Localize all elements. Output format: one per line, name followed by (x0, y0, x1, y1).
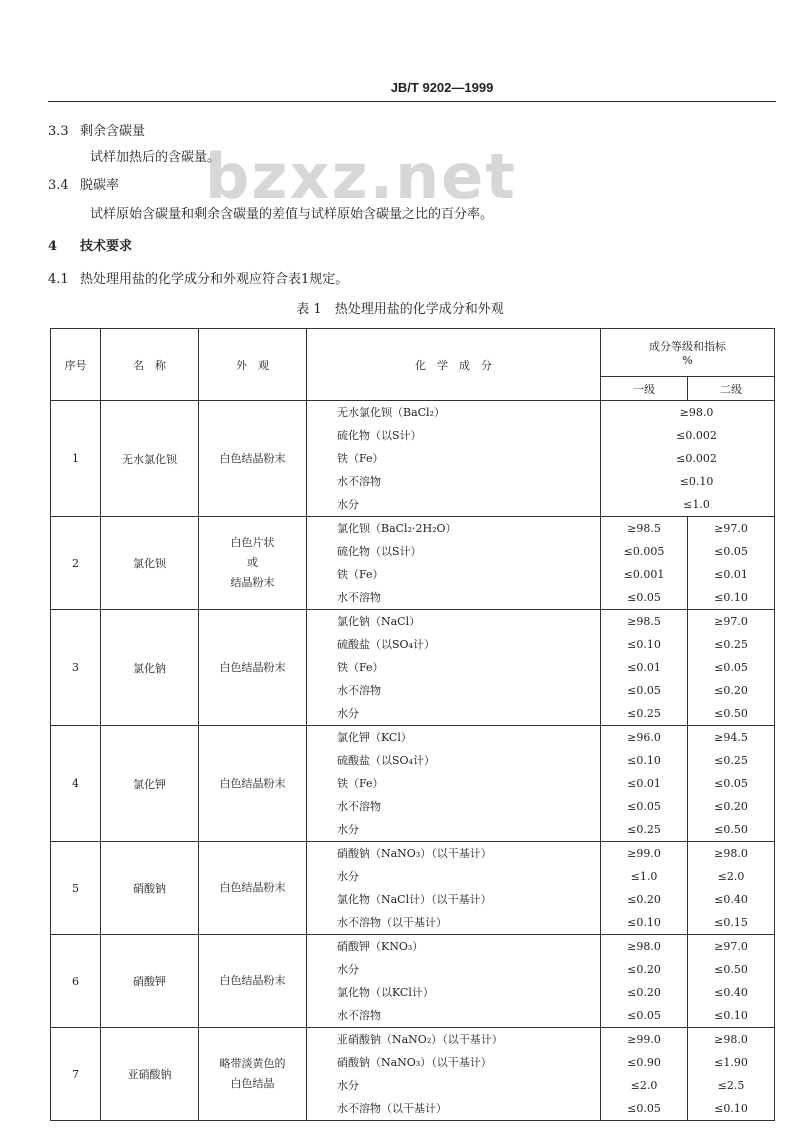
composition-item: 水不溶物 (337, 800, 381, 813)
grade2-value: ≤0.05 (714, 661, 748, 674)
grade2-value: ≤0.10 (714, 1009, 748, 1022)
header-seq: 序号 (51, 329, 101, 401)
row-seq: 6 (51, 935, 101, 1028)
grade2-value: ≤0.20 (714, 684, 748, 697)
standard-code: JB/T 9202—1999 (390, 80, 494, 95)
composition-item: 无水氯化钡（BaCl₂） (337, 406, 445, 419)
composition-item: 水分 (337, 870, 359, 883)
grade1-value: ≥96.0 (627, 731, 661, 744)
composition-item: 水不溶物（以干基计） (337, 1102, 447, 1115)
grade1-value: ≤0.002 (676, 429, 717, 442)
row-grade1-values (601, 726, 688, 842)
grade1-value: ≤0.20 (627, 986, 661, 999)
grade2-value: ≤0.15 (714, 916, 748, 929)
table-row (51, 401, 775, 517)
appearance-line: 白色结晶粉末 (219, 776, 286, 790)
watermark: bzxz.net (205, 140, 517, 213)
row-grade1-values (601, 610, 688, 726)
row-grade2-values (688, 610, 775, 726)
header-grade-2: 二级 (688, 377, 775, 401)
grade2-value: ≥97.0 (714, 522, 748, 535)
row-grade1-values (601, 1028, 688, 1121)
grade1-value: ≤0.002 (676, 452, 717, 465)
row-appearance (199, 517, 307, 610)
composition-item: 铁（Fe） (337, 661, 384, 674)
composition-item: 氯化钾（KCl） (337, 731, 412, 744)
row-name: 氯化钡 (101, 517, 199, 610)
composition-item: 铁（Fe） (337, 452, 384, 465)
grade2-value: ≤2.5 (717, 1079, 745, 1092)
grade2-value: ≤0.40 (714, 986, 748, 999)
grade2-value: ≤0.10 (714, 1102, 748, 1115)
section-4-1: 4.1 热处理用盐的化学成分和外观应符合表1规定。 (48, 272, 349, 287)
row-appearance (199, 610, 307, 726)
composition-item: 硫化物（以S计） (337, 545, 422, 558)
composition-item: 水不溶物 (337, 475, 381, 488)
composition-item: 水分 (337, 707, 359, 720)
grade1-value: ≥99.0 (627, 1033, 661, 1046)
row-composition (307, 935, 601, 1028)
grade1-value: ≥98.5 (627, 615, 661, 628)
row-composition (307, 610, 601, 726)
table-row (51, 610, 775, 726)
composition-item: 亚硝酸钠（NaNO₂）（以干基计） (337, 1033, 503, 1046)
appearance-line: 白色片状 (230, 536, 275, 549)
header-appearance: 外 观 (199, 329, 307, 401)
row-appearance (199, 1028, 307, 1121)
grade1-value: ≥99.0 (627, 847, 661, 860)
grade2-value: ≤0.05 (714, 777, 748, 790)
row-composition (307, 517, 601, 610)
grade1-value: ≤0.25 (627, 707, 661, 720)
section-4: 4 技术要求 (48, 239, 133, 254)
grade2-value: ≤0.50 (714, 963, 748, 976)
grade1-value: ≤0.90 (627, 1056, 661, 1069)
row-grade1-values (601, 935, 688, 1028)
grade1-value: ≤0.005 (623, 545, 665, 558)
composition-item: 硝酸钾（KNO₃） (337, 940, 424, 953)
row-grade1-values (601, 401, 775, 517)
grade1-value: ≤0.05 (627, 1102, 661, 1115)
grade2-value: ≤1.90 (714, 1056, 748, 1069)
row-seq: 4 (51, 726, 101, 842)
grade2-value: ≥98.0 (714, 847, 748, 860)
section-3-4-text: 试样原始含碳量和剩余含碳量的差值与试样原始含碳量之比的百分率。 (90, 207, 494, 222)
table-row (51, 517, 775, 610)
row-name: 硝酸钾 (101, 935, 199, 1028)
composition-item: 硫酸盐（以SO₄计） (337, 754, 435, 767)
composition-item: 氯化物（以KCl计） (337, 986, 434, 999)
table-row (51, 842, 775, 935)
appearance-line: 略带淡黄色的 (219, 1057, 286, 1070)
row-grade2-values (688, 842, 775, 935)
appearance-line: 白色结晶 (230, 1077, 275, 1090)
grade2-value: ≤0.25 (714, 754, 748, 767)
composition-item: 铁（Fe） (337, 777, 384, 790)
composition-item: 氯化钠（NaCl） (337, 615, 421, 628)
header-grade: 成分等级和指标 % (601, 329, 775, 377)
grade2-value: ≤0.20 (714, 800, 748, 813)
grade1-value: ≤0.01 (627, 661, 661, 674)
grade1-value: ≤1.0 (630, 870, 658, 883)
composition-item: 硫化物（以S计） (337, 429, 422, 442)
row-seq: 2 (51, 517, 101, 610)
section-3-3: 3.3 剩余含碳量 (48, 124, 146, 139)
header-grade-1: 一级 (601, 377, 688, 401)
page-header (48, 75, 776, 102)
row-grade2-values (688, 726, 775, 842)
grade1-value: ≥98.5 (627, 522, 661, 535)
grade2-value: ≥97.0 (714, 615, 748, 628)
grade2-value: ≤0.01 (714, 568, 748, 581)
table-body (51, 401, 775, 1121)
row-seq: 5 (51, 842, 101, 935)
grade1-value: ≤2.0 (630, 1079, 658, 1092)
grade1-value: ≤0.25 (627, 823, 661, 836)
appearance-line: 白色结晶粉末 (219, 451, 286, 465)
grade2-value: ≤0.10 (714, 591, 748, 604)
grade1-value: ≤0.20 (627, 893, 661, 906)
appearance-line: 白色结晶粉末 (219, 660, 286, 674)
grade1-value: ≤0.001 (623, 568, 665, 581)
grade2-value: ≤0.50 (714, 707, 748, 720)
grade2-value: ≤0.40 (714, 893, 748, 906)
row-grade1-values (601, 842, 688, 935)
row-composition (307, 401, 601, 517)
grade1-value: ≤0.05 (627, 591, 661, 604)
grade2-value: ≥97.0 (714, 940, 748, 953)
grade1-value: ≤0.20 (627, 963, 661, 976)
composition-item: 水分 (337, 1079, 359, 1092)
grade2-value: ≥94.5 (714, 731, 748, 744)
composition-item: 水不溶物 (337, 591, 381, 604)
grade2-value: ≥98.0 (714, 1033, 748, 1046)
table-row (51, 935, 775, 1028)
grade1-value: ≥98.0 (627, 940, 661, 953)
grade1-value: ≥98.0 (679, 406, 714, 419)
header-name: 名 称 (101, 329, 199, 401)
header-composition: 化 学 成 分 (307, 329, 601, 401)
row-name: 无水氯化钡 (101, 401, 199, 517)
row-name: 氯化钠 (101, 610, 199, 726)
appearance-line: 白色结晶粉末 (219, 881, 286, 894)
table-row (51, 1028, 775, 1121)
composition-item: 硝酸钠（NaNO₃）（以干基计） (337, 847, 492, 860)
table-row (51, 726, 775, 842)
composition-item: 硫酸盐（以SO₄计） (337, 638, 435, 651)
grade1-value: ≤0.10 (627, 638, 661, 651)
composition-item: 水分 (337, 963, 359, 976)
grade1-value: ≤0.05 (627, 684, 661, 697)
grade2-value: ≤0.05 (714, 545, 748, 558)
row-name: 亚硝酸钠 (101, 1028, 199, 1121)
row-seq: 7 (51, 1028, 101, 1121)
grade1-value: ≤0.10 (627, 754, 661, 767)
grade1-value: ≤0.10 (679, 475, 714, 488)
row-grade2-values (688, 1028, 775, 1121)
grade2-value: ≤0.50 (714, 823, 748, 836)
row-grade2-values (688, 517, 775, 610)
grade2-value: ≤2.0 (717, 870, 745, 883)
grade1-value: ≤0.01 (627, 777, 661, 790)
row-appearance (199, 401, 307, 517)
appearance-line: 白色结晶粉末 (219, 974, 286, 987)
composition-item: 氯化物（NaCl计）（以干基计） (337, 893, 492, 906)
appearance-line: 结晶粉末 (230, 576, 275, 589)
composition-item: 水分 (337, 823, 359, 836)
composition-item: 氯化钡（BaCl₂·2H₂O） (337, 522, 457, 535)
composition-item: 铁（Fe） (337, 568, 384, 581)
row-seq: 1 (51, 401, 101, 517)
grade2-value: ≤0.25 (714, 638, 748, 651)
row-composition (307, 842, 601, 935)
row-composition (307, 1028, 601, 1121)
composition-item: 水不溶物 (337, 684, 381, 697)
row-seq: 3 (51, 610, 101, 726)
row-appearance (199, 842, 307, 935)
composition-item: 硝酸钠（NaNO₃）（以干基计） (337, 1056, 492, 1069)
chemical-composition-table (50, 328, 775, 1121)
grade1-value: ≤0.05 (627, 800, 661, 813)
section-3-3-text: 试样加热后的含碳量。 (90, 150, 221, 165)
grade1-value: ≤1.0 (683, 498, 710, 511)
table-caption: 表 1 热处理用盐的化学成分和外观 (296, 302, 504, 317)
composition-item: 水不溶物 (337, 1009, 381, 1022)
row-appearance (199, 935, 307, 1028)
section-3-4: 3.4 脱碳率 (48, 178, 120, 193)
grade1-value: ≤0.10 (627, 916, 661, 929)
row-grade2-values (688, 935, 775, 1028)
row-name: 氯化钾 (101, 726, 199, 842)
composition-item: 水分 (337, 498, 359, 511)
row-name: 硝酸钠 (101, 842, 199, 935)
row-grade1-values (601, 517, 688, 610)
appearance-line: 或 (247, 556, 258, 569)
grade1-value: ≤0.05 (627, 1009, 661, 1022)
composition-item: 水不溶物（以干基计） (337, 916, 447, 929)
row-composition (307, 726, 601, 842)
row-appearance (199, 726, 307, 842)
